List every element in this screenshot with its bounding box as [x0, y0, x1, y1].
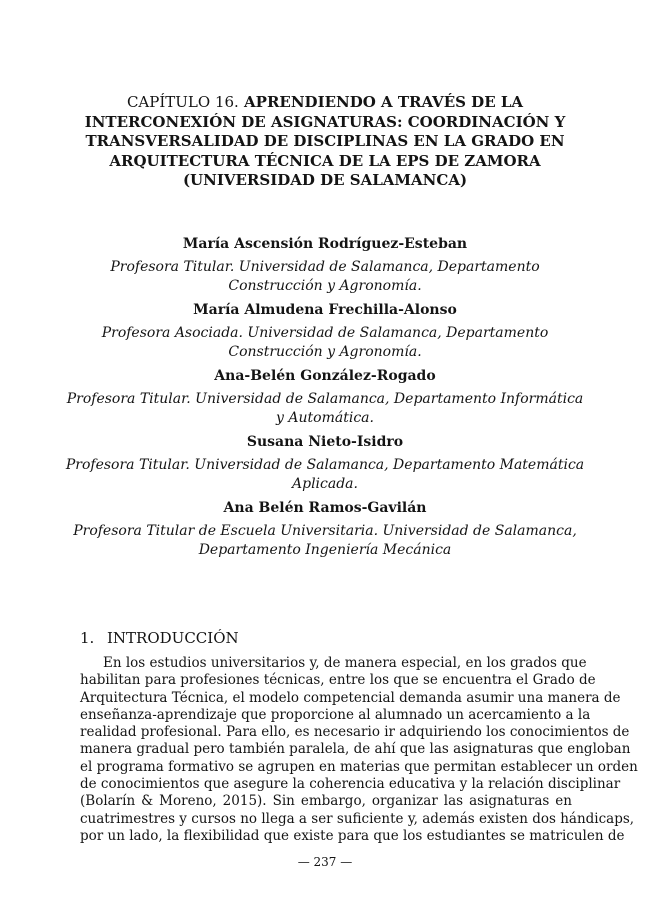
author-name: Ana Belén Ramos-Gavilán — [223, 500, 427, 516]
affiliation-line: Construcción y Agronomía. — [228, 344, 422, 360]
page-number: — 237 — — [297, 855, 353, 869]
body-paragraph — [80, 655, 638, 845]
author-affiliation — [40, 522, 610, 560]
author-affiliation — [40, 390, 610, 428]
author-name: Susana Nieto-Isidro — [246, 434, 404, 450]
affiliation-line: Departamento Ingeniería Mecánica — [198, 542, 452, 558]
affiliation-line: Construcción y Agronomía. — [228, 278, 422, 294]
section-heading — [80, 628, 239, 648]
author-affiliation — [40, 324, 610, 362]
chapter-title-line: TRANSVERSALIDAD DE DISCIPLINAS EN LA GRADO EN — [85, 132, 565, 151]
paragraph-line: el programa formativo se agrupen en materias que permitan establecer un orden — [80, 758, 638, 775]
affiliation-line: Profesora Asociada. Universidad de Salamanca, Departamento — [101, 325, 549, 341]
chapter-title-line: ARQUITECTURA TÉCNICA DE LA EPS DE ZAMORA — [109, 151, 541, 170]
section-title: INTRODUCCIÓN — [107, 629, 239, 647]
paragraph-line: realidad profesional. Para ello, es necesario ir adquiriendo los conocimientos de — [80, 724, 630, 741]
chapter-title-line — [80, 93, 570, 113]
author-entry — [40, 300, 610, 362]
chapter-title-line: INTERCONEXIÓN DE ASIGNATURAS: COORDINACIÓN Y — [84, 112, 566, 131]
paragraph-line: de conocimientos que asegure la coherencia educativa y la relación disciplinar — [80, 776, 621, 793]
chapter-title-line: (UNIVERSIDAD DE SALAMANCA) — [182, 171, 468, 190]
paragraph-line: cuatrimestres y cursos no llega a ser suficiente y, además existen dos hándicaps, — [80, 810, 635, 827]
author-entry — [40, 432, 610, 494]
author-name: María Ascensión Rodríguez-Esteban — [182, 236, 468, 252]
chapter-number: CAPÍTULO 16. — [126, 93, 239, 111]
author-list — [40, 234, 610, 564]
affiliation-line: Profesora Titular. Universidad de Salamanca, Departamento Matemática — [65, 457, 585, 473]
paragraph-line: En los estudios universitarios y, de manera especial, en los grados que — [103, 655, 587, 671]
paragraph-line: (Bolarín & Moreno, 2015). Sin embargo, organizar las asignaturas en — [80, 793, 572, 810]
chapter-title-text: APRENDIENDO A TRAVÉS DE LA — [244, 93, 524, 111]
author-affiliation — [40, 258, 610, 296]
paragraph-line: manera gradual pero también paralela, de ahí que las asignaturas que engloban — [80, 741, 631, 758]
paragraph-line: por un lado, la flexibilidad que existe para que los estudiantes se matriculen de — [80, 827, 625, 844]
affiliation-line: Profesora Titular. Universidad de Salamanca, Departamento — [110, 259, 540, 275]
author-entry — [40, 498, 610, 560]
author-name: Ana-Belén González-Rogado — [214, 368, 436, 384]
author-affiliation — [40, 456, 610, 494]
author-name: María Almudena Frechilla-Alonso — [193, 302, 457, 318]
section-number: 1. — [80, 629, 95, 647]
chapter-title — [80, 93, 570, 191]
affiliation-line: Aplicada. — [292, 476, 358, 492]
affiliation-line: y Automática. — [276, 410, 374, 426]
paragraph-line: enseñanza-aprendizaje que proporcione al alumnado un acercamiento a la — [80, 706, 591, 723]
author-entry — [40, 366, 610, 428]
affiliation-line: Profesora Titular de Escuela Universitaria. Universidad de Salamanca, — [73, 523, 577, 539]
paragraph-line: habilitan para profesiones técnicas, entre los que se encuentra el Grado de — [80, 672, 596, 689]
paragraph-line: Arquitectura Técnica, el modelo competencial demanda asumir una manera de — [80, 689, 621, 706]
author-entry — [40, 234, 610, 296]
affiliation-line: Profesora Titular. Universidad de Salamanca, Departamento Informática — [66, 391, 584, 407]
